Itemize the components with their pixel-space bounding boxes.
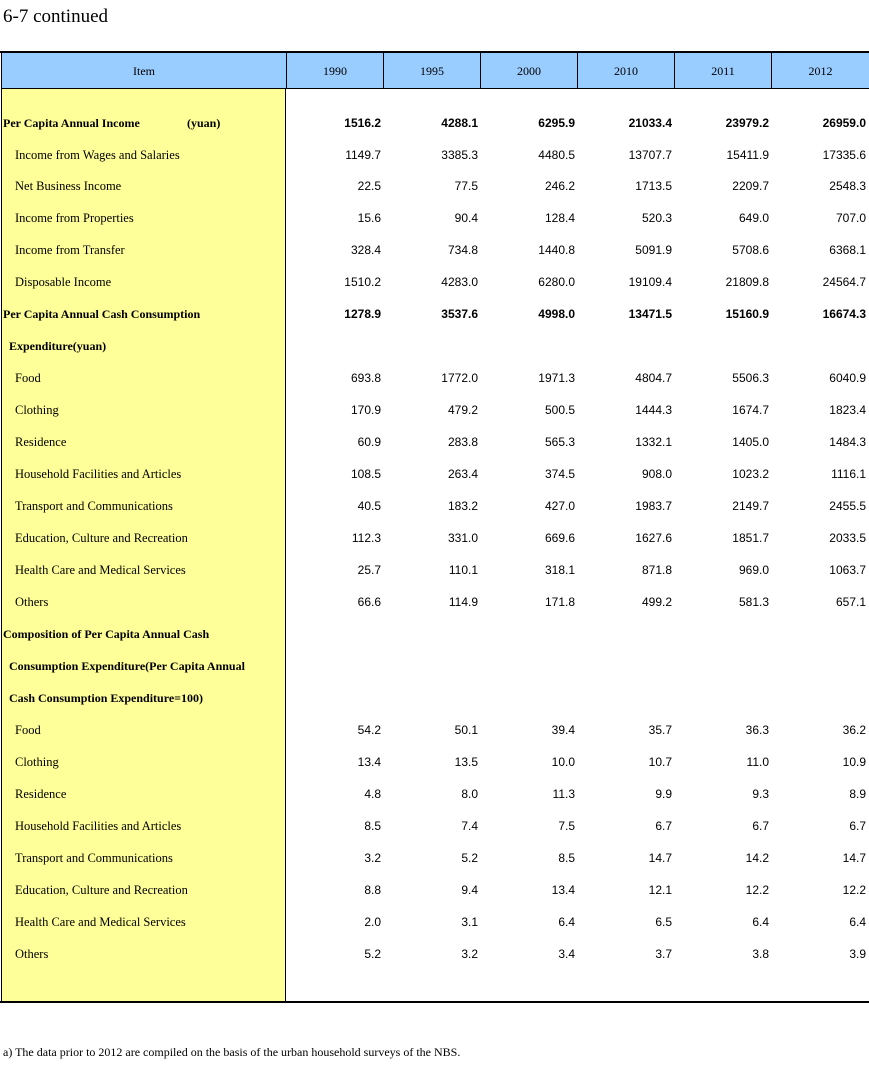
row-label: Education, Culture and Recreation	[15, 531, 188, 545]
table-cell: 35.7	[648, 723, 672, 737]
row-label: Food	[15, 371, 41, 385]
table-cell: 2548.3	[829, 179, 866, 193]
table-cell: 734.8	[447, 243, 478, 257]
table-cell: 1851.7	[732, 531, 769, 545]
row-label: Residence	[15, 435, 67, 449]
row-label: Clothing	[15, 755, 59, 769]
table-cell: 6295.9	[538, 116, 575, 130]
row-label: Education, Culture and Recreation	[15, 883, 188, 897]
table-cell: 581.3	[738, 595, 769, 609]
table-row	[0, 243, 869, 263]
table-cell: 170.9	[350, 403, 381, 417]
table-row	[0, 211, 869, 231]
table-cell: 5506.3	[732, 371, 769, 385]
table-cell: 6.4	[849, 915, 866, 929]
table-cell: 3.8	[752, 947, 769, 961]
header-year-2010: 2010	[578, 53, 675, 89]
table-cell: 1149.7	[345, 148, 381, 162]
header-year-2011: 2011	[675, 53, 772, 89]
row-label: Transport and Communications	[15, 499, 173, 513]
table-row	[0, 531, 869, 551]
table-cell: 21033.4	[628, 116, 672, 130]
row-label: Household Facilities and Articles	[15, 467, 182, 481]
table-cell: 565.3	[544, 435, 575, 449]
table-row	[0, 307, 869, 327]
table-cell: 6.4	[752, 915, 769, 929]
table-row	[0, 116, 869, 136]
table-cell: 183.2	[447, 499, 478, 513]
table-row	[0, 403, 869, 423]
table-cell: 500.5	[544, 403, 575, 417]
table-cell: 3.4	[558, 947, 575, 961]
table-cell: 15160.9	[725, 307, 769, 321]
table-row	[0, 627, 869, 647]
table-cell: 1023.2	[732, 467, 769, 481]
row-label: Disposable Income	[15, 275, 112, 289]
table-cell: 4.8	[364, 787, 381, 801]
row-label: Per Capita Annual Cash Consumption	[3, 307, 201, 321]
table-cell: 8.5	[558, 851, 575, 865]
table-cell: 25.7	[357, 563, 381, 577]
table-cell: 2455.5	[829, 499, 866, 513]
table-cell: 8.0	[461, 787, 478, 801]
table-cell: 6368.1	[829, 243, 866, 257]
table-row	[0, 723, 869, 743]
table-cell: 10.9	[842, 755, 866, 769]
table-cell: 4480.5	[538, 148, 575, 162]
table-cell: 707.0	[835, 211, 866, 225]
table-cell: 6.7	[752, 819, 769, 833]
footnote: a) The data prior to 2012 are compiled on the basis of the urban household surveys of the NBS.	[3, 1045, 461, 1059]
row-label: Expenditure(yuan)	[9, 339, 107, 353]
table-cell: 112.3	[351, 531, 381, 545]
table-row	[0, 787, 869, 807]
table-cell: 2033.5	[829, 531, 866, 545]
table-cell: 128.4	[544, 211, 575, 225]
table-cell: 669.6	[544, 531, 575, 545]
table-cell: 4998.0	[538, 307, 575, 321]
table-cell: 1983.7	[635, 499, 672, 513]
table-cell: 1510.2	[344, 275, 381, 289]
table-cell: 11.0	[746, 755, 769, 769]
table-cell: 3385.3	[441, 148, 478, 162]
table-cell: 1444.3	[635, 403, 672, 417]
table-cell: 499.2	[641, 595, 672, 609]
table-cell: 36.2	[842, 723, 866, 737]
table-cell: 649.0	[738, 211, 769, 225]
row-label: Household Facilities and Articles	[15, 819, 182, 833]
table-cell: 22.5	[357, 179, 381, 193]
row-label: Income from Transfer	[15, 243, 125, 257]
table-cell: 3.9	[849, 947, 866, 961]
table-cell: 6280.0	[538, 275, 575, 289]
table-row	[0, 819, 869, 839]
table-cell: 12.1	[648, 883, 672, 897]
row-label: Cash Consumption Expenditure=100)	[9, 691, 203, 705]
table-cell: 6040.9	[829, 371, 866, 385]
table-row	[0, 435, 869, 455]
table-cell: 2.0	[364, 915, 381, 929]
table-cell: 1823.4	[829, 403, 866, 417]
table-cell: 14.2	[745, 851, 769, 865]
table-cell: 1332.1	[635, 435, 672, 449]
table-cell: 5.2	[364, 947, 381, 961]
row-label: Health Care and Medical Services	[15, 563, 186, 577]
table-row	[0, 275, 869, 295]
table-cell: 12.2	[842, 883, 866, 897]
row-label: Others	[15, 947, 49, 961]
table-cell: 1713.5	[635, 179, 672, 193]
row-label: Residence	[15, 787, 67, 801]
table-cell: 16674.3	[822, 307, 866, 321]
table-cell: 171.8	[544, 595, 575, 609]
table-cell: 2209.7	[732, 179, 769, 193]
table-row	[0, 563, 869, 583]
table-cell: 4283.0	[441, 275, 478, 289]
table-cell: 13471.5	[628, 307, 672, 321]
table-cell: 7.5	[558, 819, 575, 833]
table-row	[0, 179, 869, 199]
table-cell: 7.4	[461, 819, 478, 833]
table-cell: 1405.0	[732, 435, 769, 449]
table-cell: 24564.7	[822, 275, 866, 289]
table-cell: 13.4	[551, 883, 575, 897]
row-label: Health Care and Medical Services	[15, 915, 186, 929]
table-cell: 6.7	[655, 819, 672, 833]
table-cell: 66.6	[357, 595, 381, 609]
table-row	[0, 371, 869, 391]
table-cell: 8.9	[849, 787, 866, 801]
table-cell: 14.7	[648, 851, 672, 865]
header-year-2012: 2012	[808, 64, 833, 78]
row-label: Clothing	[15, 403, 59, 417]
table-cell: 1484.3	[829, 435, 866, 449]
table-cell: 90.4	[454, 211, 478, 225]
table-row	[0, 339, 869, 359]
table-cell: 2149.7	[732, 499, 769, 513]
table-cell: 331.0	[447, 531, 478, 545]
row-label: Others	[15, 595, 49, 609]
table-cell: 36.3	[745, 723, 769, 737]
table-cell: 871.8	[641, 563, 672, 577]
table-cell: 77.5	[454, 179, 478, 193]
row-label: Income from Properties	[15, 211, 134, 225]
table-cell: 283.8	[447, 435, 478, 449]
table-cell: 1516.2	[344, 116, 381, 130]
header-year-1995: 1995	[384, 53, 481, 89]
table-row	[0, 755, 869, 775]
table-cell: 1063.7	[829, 563, 866, 577]
table-cell: 9.4	[461, 883, 478, 897]
table-cell: 657.1	[835, 595, 866, 609]
table-cell: 693.8	[350, 371, 381, 385]
table-cell: 1627.6	[635, 531, 672, 545]
page-title: 6-7 continued	[3, 6, 109, 27]
row-label: Food	[15, 723, 41, 737]
table-cell: 374.5	[544, 467, 575, 481]
table-cell: 19109.4	[628, 275, 672, 289]
table-cell: 3.2	[364, 851, 381, 865]
table-cell: 908.0	[641, 467, 672, 481]
table-cell: 17335.6	[822, 148, 866, 162]
table-row	[0, 499, 869, 519]
table-cell: 4288.1	[441, 116, 478, 130]
table-cell: 479.2	[447, 403, 478, 417]
table-cell: 110.1	[448, 563, 478, 577]
table-cell: 969.0	[738, 563, 769, 577]
row-label: Transport and Communications	[15, 851, 173, 865]
row-label: Per Capita Annual Income	[3, 116, 140, 130]
table-row	[0, 691, 869, 711]
row-unit: (yuan)	[187, 116, 221, 130]
table-cell: 246.2	[544, 179, 575, 193]
table-row	[0, 915, 869, 935]
table-cell: 14.7	[842, 851, 866, 865]
table-cell: 39.4	[551, 723, 575, 737]
table-cell: 4804.7	[635, 371, 672, 385]
table-cell: 5708.6	[732, 243, 769, 257]
table-cell: 1440.8	[538, 243, 575, 257]
table-cell: 9.3	[752, 787, 769, 801]
table-cell: 8.5	[364, 819, 381, 833]
table-cell: 12.2	[745, 883, 769, 897]
table-cell: 318.1	[544, 563, 575, 577]
table-cell: 1772.0	[441, 371, 478, 385]
table-row	[0, 595, 869, 615]
table-cell: 1116.1	[831, 467, 866, 481]
row-label: Income from Wages and Salaries	[15, 148, 180, 162]
table-cell: 6.7	[849, 819, 866, 833]
table-cell: 3.2	[461, 947, 478, 961]
table-bottom-rule	[0, 1001, 869, 1003]
table-cell: 3537.6	[441, 307, 478, 321]
table-cell: 3.7	[655, 947, 672, 961]
table-cell: 114.9	[448, 595, 478, 609]
table-cell: 1971.3	[538, 371, 575, 385]
header-year-1990: 1990	[287, 53, 384, 89]
table-cell: 40.5	[357, 499, 381, 513]
table-cell: 26959.0	[822, 116, 866, 130]
table-cell: 5.2	[461, 851, 478, 865]
table-cell: 13707.7	[628, 148, 672, 162]
table-cell: 1278.9	[344, 307, 381, 321]
table-cell: 520.3	[641, 211, 672, 225]
table-row	[0, 851, 869, 871]
table-cell: 5091.9	[635, 243, 672, 257]
table-cell: 54.2	[357, 723, 381, 737]
table-row	[0, 467, 869, 487]
table-cell: 60.9	[357, 435, 381, 449]
table-row	[0, 659, 869, 679]
table-cell: 8.8	[364, 883, 381, 897]
header-year-2000: 2000	[481, 53, 578, 89]
table-cell: 11.3	[552, 787, 575, 801]
table-cell: 21809.8	[725, 275, 769, 289]
table-cell: 13.4	[357, 755, 381, 769]
table-cell: 50.1	[454, 723, 478, 737]
header-item: Item	[1, 53, 287, 89]
table-row	[0, 148, 869, 168]
table-cell: 23979.2	[725, 116, 769, 130]
row-label: Consumption Expenditure(Per Capita Annual	[9, 659, 245, 673]
table-cell: 10.0	[551, 755, 575, 769]
table-cell: 328.4	[350, 243, 381, 257]
table-cell: 13.5	[454, 755, 478, 769]
table-cell: 263.4	[447, 467, 478, 481]
table-cell: 6.5	[655, 915, 672, 929]
table-cell: 3.1	[461, 915, 478, 929]
table-row	[0, 883, 869, 903]
table-row	[0, 947, 869, 967]
table-cell: 15411.9	[726, 148, 769, 162]
table-cell: 108.5	[350, 467, 381, 481]
table-cell: 1674.7	[732, 403, 769, 417]
row-label: Net Business Income	[15, 179, 122, 193]
table-cell: 6.4	[558, 915, 575, 929]
table-cell: 10.7	[648, 755, 672, 769]
table-cell: 15.6	[357, 211, 381, 225]
row-label: Composition of Per Capita Annual Cash	[3, 627, 210, 641]
table-cell: 9.9	[655, 787, 672, 801]
table-cell: 427.0	[544, 499, 575, 513]
